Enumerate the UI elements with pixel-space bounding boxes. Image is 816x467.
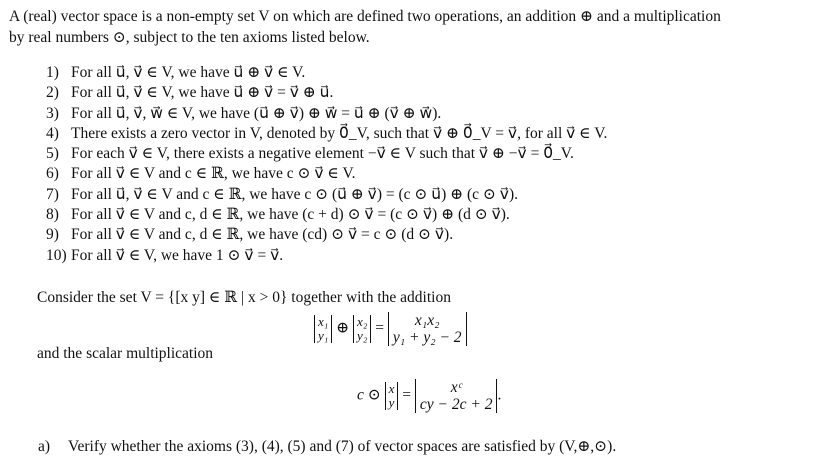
axiom-item xyxy=(46,246,607,266)
vector-component: y₁ + y₂ − 2 xyxy=(392,329,462,346)
question-text: Verify whether the axioms (3), (4), (5) and (7) of vector spaces are satisfied by (V,⊕,⊙). xyxy=(68,438,617,455)
set-definition xyxy=(37,288,451,308)
axiom-number: 5) xyxy=(46,145,59,163)
axiom-number: 7) xyxy=(46,185,59,203)
vector-component: y xyxy=(388,395,395,410)
addition-formula xyxy=(314,312,467,346)
vector-component: x xyxy=(388,381,395,396)
vector-component: cy − 2c + 2 xyxy=(419,396,493,413)
axiom-number: 8) xyxy=(46,206,59,224)
addition-vector-2 xyxy=(353,315,371,343)
axiom-text: For all u⃗, v⃗ ∈ V, we have u⃗ ⊕ v⃗ = v⃗ ⊕ u⃗. xyxy=(71,84,334,102)
axiom-number: 9) xyxy=(46,226,59,244)
vector-component: y₁ xyxy=(318,328,329,343)
equals-sign: = xyxy=(375,319,384,337)
vector-component: y₂ xyxy=(357,328,368,343)
axiom-item xyxy=(46,124,607,144)
set-prefix: Consider the set V = xyxy=(37,289,164,306)
axiom-number: 1) xyxy=(46,64,59,81)
scalar-c: c ⊙ xyxy=(357,386,381,404)
set-body: {[x y] ∈ ℝ | x > 0} xyxy=(167,289,288,306)
scalar-formula xyxy=(357,379,501,413)
axiom-item xyxy=(46,104,607,124)
question-label: a) xyxy=(38,438,51,455)
axiom-number: 4) xyxy=(46,124,59,142)
axiom-text: For all u⃗, v⃗, w⃗ ∈ V, we have (u⃗ ⊕ v⃗) ⊕ w⃗ = u⃗ ⊕ (v⃗ ⊕ w⃗). xyxy=(71,104,442,122)
axiom-text: For all u⃗, v⃗ ∈ V, we have u⃗ ⊕ v⃗ ∈ V. xyxy=(71,64,306,81)
period: . xyxy=(497,386,502,404)
intro-paragraph xyxy=(9,6,809,48)
axiom-item xyxy=(46,164,607,184)
axiom-number: 3) xyxy=(46,104,59,122)
axiom-item xyxy=(46,225,607,245)
axiom-list xyxy=(46,63,607,266)
scalar-label: and the scalar multiplication xyxy=(37,345,214,362)
axiom-text: There exists a zero vector in V, denoted by 0⃗_V, such that v⃗ ⊕ 0⃗_V = v⃗, for all v⃗ ∈ V. xyxy=(71,124,608,142)
equals-sign: = xyxy=(402,386,412,404)
axiom-text: For all u⃗, v⃗ ∈ V and c ∈ ℝ, we have c ⊙ (u⃗ ⊕ v⃗) = (c ⊙ u⃗) ⊕ (c ⊙ v⃗). xyxy=(71,185,518,203)
addition-result-vector xyxy=(388,312,467,346)
vector-component: x₂ xyxy=(357,314,368,329)
vector-component: x₁x₂ xyxy=(414,312,440,329)
axiom-item xyxy=(46,205,607,225)
axiom-number: 2) xyxy=(46,84,59,102)
axiom-number: 10) xyxy=(46,246,67,264)
addition-vector-1 xyxy=(314,315,332,343)
scalar-vector xyxy=(385,382,399,410)
axiom-item xyxy=(46,83,607,103)
vector-component: x₁ xyxy=(318,314,329,329)
axiom-text: For all v⃗ ∈ V and c ∈ ℝ, we have c ⊙ v⃗ ∈ V. xyxy=(71,165,356,183)
scalar-result-vector xyxy=(415,379,498,413)
axiom-item xyxy=(46,185,607,205)
axiom-text: For all v⃗ ∈ V and c, d ∈ ℝ, we have (c + d) ⊙ v⃗ = (c ⊙ v⃗) ⊕ (d ⊙ v⃗). xyxy=(71,206,510,224)
intro-line-2: by real numbers ⊙, subject to the ten axioms listed below. xyxy=(9,29,370,46)
vector-component: xᶜ xyxy=(450,379,462,396)
axiom-number: 6) xyxy=(46,165,59,183)
axiom-text: For all v⃗ ∈ V, we have 1 ⊙ v⃗ = v⃗. xyxy=(71,246,284,264)
axiom-item xyxy=(46,63,607,83)
question-a xyxy=(38,437,616,456)
axiom-text: For all v⃗ ∈ V and c, d ∈ ℝ, we have (cd) ⊙ v⃗ = c ⊙ (d ⊙ v⃗). xyxy=(71,226,454,244)
axiom-item xyxy=(46,144,607,164)
intro-line-1: A (real) vector space is a non-empty set V on which are defined two operations, an addition ⊕ and a multiplication xyxy=(9,8,721,25)
set-suffix: together with the addition xyxy=(291,289,451,306)
oplus-symbol: ⊕ xyxy=(336,319,350,337)
axiom-text: For each v⃗ ∈ V, there exists a negative element −v⃗ ∈ V such that v⃗ ⊕ −v⃗ = 0⃗_V. xyxy=(71,145,574,163)
